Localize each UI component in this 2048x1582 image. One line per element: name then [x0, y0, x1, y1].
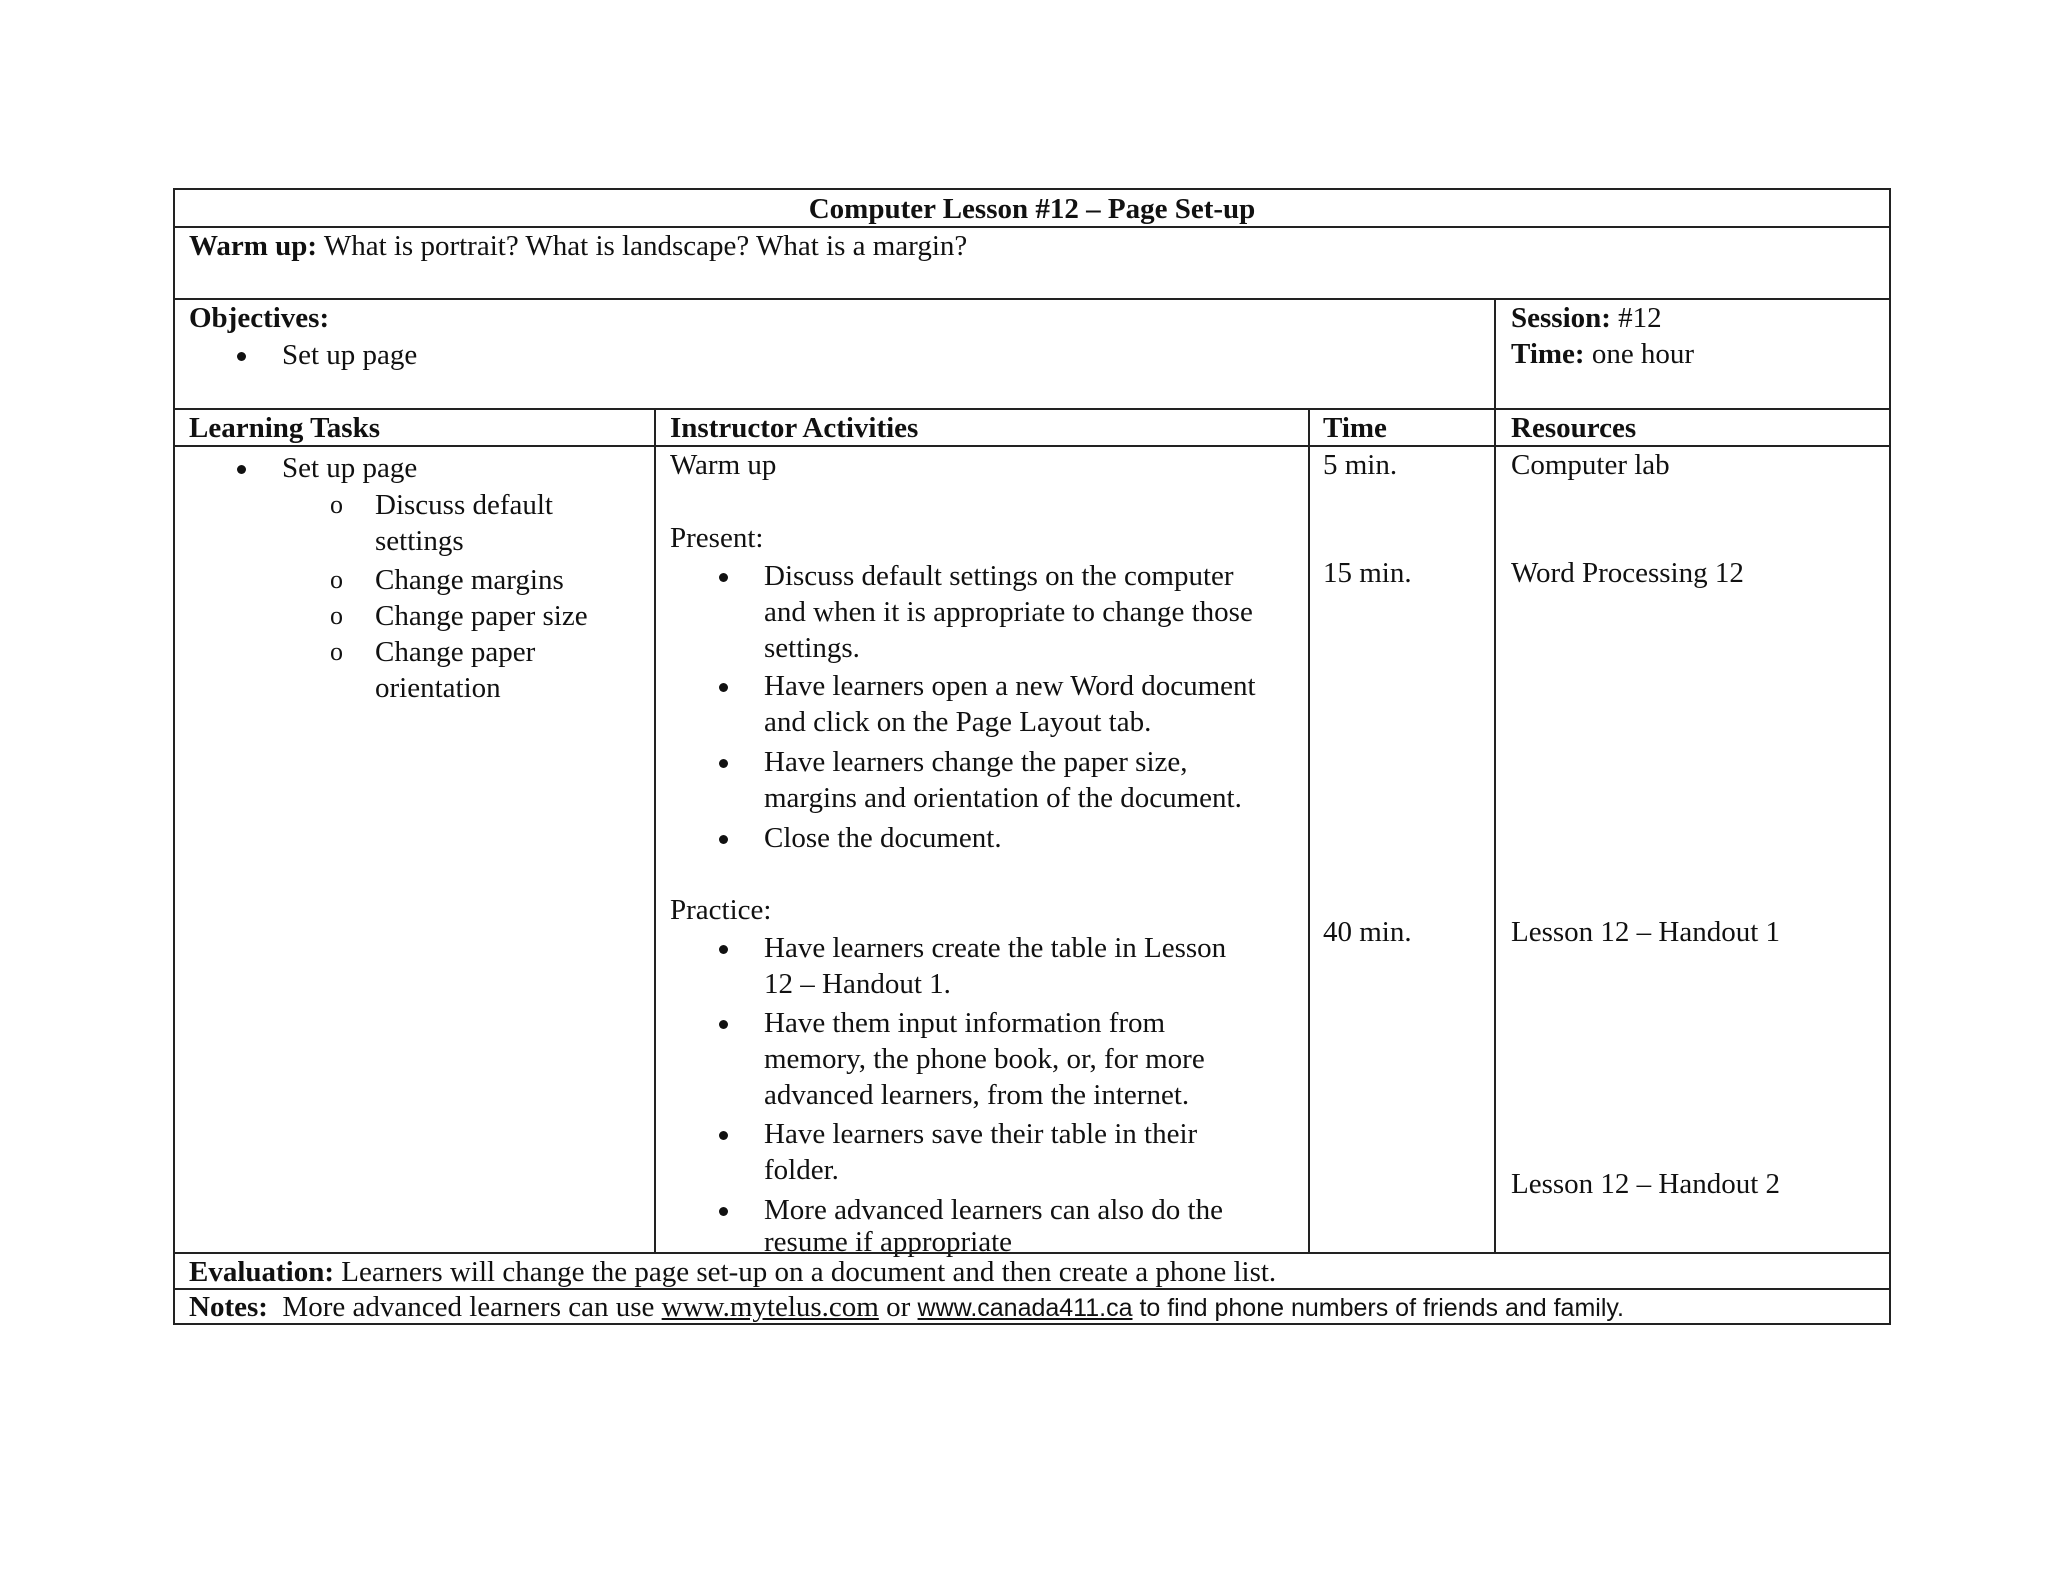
- time-line: [1511, 336, 1694, 372]
- present-item-cont: margins and orientation of the document.: [764, 782, 1242, 814]
- present-item: Have learners change the paper size,: [764, 746, 1188, 778]
- present-item-cont: and click on the Page Layout tab.: [764, 706, 1152, 738]
- resource-cell: Word Processing 12: [1511, 557, 1744, 589]
- header-instructor-activities: Instructor Activities: [670, 412, 919, 444]
- evaluation-text: Learners will change the page set-up on a document and then create a phone list.: [334, 1256, 1277, 1288]
- task-main: Set up page: [282, 452, 418, 484]
- canada411-link[interactable]: www.canada411.ca: [917, 1294, 1133, 1322]
- task-sub-item: Change paper size: [375, 600, 588, 632]
- header-learning-tasks: Learning Tasks: [189, 412, 381, 444]
- present-item-cont: and when it is appropriate to change those: [764, 596, 1253, 628]
- bullet-icon: [719, 835, 728, 844]
- warmup-text: What is portrait? What is landscape? What is a margin?: [317, 230, 968, 262]
- bullet-icon: [719, 1131, 728, 1140]
- notes-text: to find phone numbers of friends and family.: [1132, 1294, 1624, 1322]
- header-time: Time: [1323, 412, 1387, 444]
- header-resources: Resources: [1511, 412, 1637, 444]
- present-item: Have learners open a new Word document: [764, 670, 1256, 702]
- mytelus-link[interactable]: www.mytelus.com: [661, 1291, 879, 1323]
- divider: [1494, 298, 1496, 408]
- divider: [1308, 408, 1310, 1252]
- present-item: Close the document.: [764, 822, 1002, 854]
- session-line: [1511, 300, 1662, 336]
- evaluation-row: [189, 1254, 1276, 1290]
- present-label: Present:: [670, 522, 764, 554]
- time-cell: 5 min.: [1323, 449, 1398, 481]
- practice-label: Practice:: [670, 894, 772, 926]
- circle-bullet-icon: o: [330, 565, 343, 594]
- session-label: Session:: [1511, 302, 1611, 334]
- present-item: Discuss default settings on the computer: [764, 560, 1234, 592]
- circle-bullet-icon: o: [330, 601, 343, 630]
- time-label: Time:: [1511, 338, 1585, 370]
- present-item-cont: settings.: [764, 632, 860, 664]
- practice-item-cont: resume if appropriate: [764, 1226, 1013, 1258]
- instructor-warmup: Warm up: [670, 449, 777, 481]
- lesson-plan-table: [173, 188, 1891, 1325]
- objectives-label: Objectives:: [189, 302, 330, 334]
- practice-item-cont: 12 – Handout 1.: [764, 968, 951, 1000]
- practice-item-cont: memory, the phone book, or, for more: [764, 1043, 1205, 1075]
- objective-item: Set up page: [282, 339, 418, 371]
- task-sub-item-cont: orientation: [375, 672, 501, 704]
- practice-item-cont: folder.: [764, 1154, 839, 1186]
- notes-label: Notes:: [189, 1291, 268, 1323]
- session-value: #12: [1610, 302, 1662, 334]
- resource-cell: Lesson 12 – Handout 2: [1511, 1168, 1781, 1200]
- divider: [654, 408, 656, 1252]
- notes-text: or: [878, 1291, 918, 1323]
- circle-bullet-icon: o: [330, 490, 343, 519]
- task-sub-item: Change margins: [375, 564, 564, 596]
- resource-cell: Computer lab: [1511, 449, 1670, 481]
- notes-text: More advanced learners can use: [267, 1291, 662, 1323]
- evaluation-label: Evaluation:: [189, 1256, 335, 1288]
- practice-item: Have learners save their table in their: [764, 1118, 1198, 1150]
- practice-item: Have them input information from: [764, 1007, 1166, 1039]
- bullet-icon: [719, 683, 728, 692]
- time-value: one hour: [1584, 338, 1695, 370]
- notes-row: [189, 1289, 1624, 1326]
- bullet-icon: [719, 945, 728, 954]
- circle-bullet-icon: o: [330, 637, 343, 666]
- lesson-title: Computer Lesson #12 – Page Set-up: [808, 193, 1256, 225]
- warmup-label: Warm up:: [189, 230, 318, 262]
- practice-item-cont: advanced learners, from the internet.: [764, 1079, 1190, 1111]
- time-cell: 40 min.: [1323, 916, 1412, 948]
- bullet-icon: [237, 465, 246, 474]
- resource-cell: Lesson 12 – Handout 1: [1511, 916, 1781, 948]
- task-sub-item: Change paper: [375, 636, 536, 668]
- task-sub-item-cont: settings: [375, 525, 464, 557]
- task-sub-item: Discuss default: [375, 489, 553, 521]
- practice-item: Have learners create the table in Lesson: [764, 932, 1227, 964]
- practice-item: More advanced learners can also do the: [764, 1194, 1223, 1226]
- bullet-icon: [237, 352, 246, 361]
- time-cell: 15 min.: [1323, 557, 1412, 589]
- bullet-icon: [719, 1020, 728, 1029]
- bullet-icon: [719, 573, 728, 582]
- warmup-row: [189, 228, 967, 264]
- divider: [1494, 408, 1496, 1252]
- bullet-icon: [719, 759, 728, 768]
- bullet-icon: [719, 1207, 728, 1216]
